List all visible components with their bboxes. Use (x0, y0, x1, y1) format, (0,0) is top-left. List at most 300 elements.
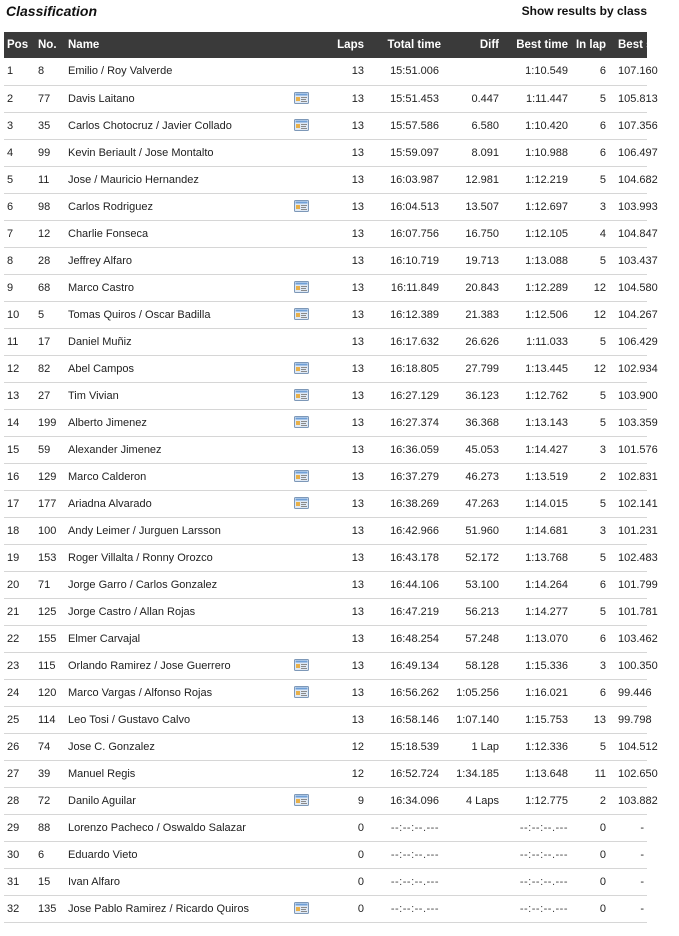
classification-table (4, 32, 679, 923)
column-header-no[interactable]: No. (38, 39, 57, 51)
cell-diff (443, 841, 501, 868)
column-header-name[interactable]: Name (68, 39, 100, 51)
cell-best-speed: 104.580 (618, 281, 658, 294)
cell-in-lap: 5 (599, 389, 606, 402)
cell-best-time: 1:13.070 (525, 632, 568, 645)
cell-best-time: 1:13.143 (525, 416, 568, 429)
cell-best-time: 1:15.753 (525, 713, 568, 726)
cell-total-time: 16:34.096 (390, 794, 439, 807)
table-row[interactable] (4, 787, 647, 814)
cell-in-lap: 3 (599, 443, 606, 456)
cell-in-lap: 3 (599, 200, 606, 213)
table-row[interactable] (4, 328, 647, 355)
cell-name: Alberto Jimenez (68, 416, 147, 429)
driver-info-icon[interactable] (294, 308, 309, 320)
cell-laps: 13 (351, 632, 364, 645)
cell-best-speed: - (640, 848, 644, 861)
table-row[interactable] (4, 733, 647, 760)
cell-diff: 46.273 (465, 470, 499, 483)
cell-best-time: --:--:--.--- (519, 902, 568, 915)
cell-diff (443, 868, 501, 895)
cell-in-lap: 5 (599, 497, 606, 510)
cell-no: 35 (38, 119, 51, 132)
cell-best-time: 1:13.088 (525, 254, 568, 267)
table-row[interactable] (4, 868, 647, 895)
cell-laps: 0 (357, 821, 364, 834)
cell-icon (292, 625, 326, 652)
driver-info-icon[interactable] (294, 659, 309, 671)
table-row[interactable] (4, 463, 647, 490)
cell-pos: 30 (7, 848, 20, 861)
cell-best-speed: 101.799 (618, 578, 658, 591)
table-row[interactable] (4, 895, 647, 922)
cell-pos: 21 (7, 605, 20, 618)
cell-laps: 13 (351, 227, 364, 240)
cell-laps: 13 (351, 578, 364, 591)
cell-name: Orlando Ramirez / Jose Guerrero (68, 659, 231, 672)
cell-name: Jose C. Gonzalez (68, 740, 155, 753)
driver-info-icon[interactable] (294, 470, 309, 482)
cell-best-speed: 102.934 (618, 362, 658, 375)
driver-info-icon[interactable] (294, 416, 309, 428)
cell-no: 12 (38, 227, 51, 240)
cell-laps: 13 (351, 497, 364, 510)
cell-diff: 47.263 (465, 497, 499, 510)
cell-in-lap: 5 (599, 335, 606, 348)
cell-pos: 23 (7, 659, 20, 672)
cell-best-time: 1:14.277 (525, 605, 568, 618)
cell-no: 8 (38, 65, 45, 78)
cell-pos: 18 (7, 524, 20, 537)
table-row[interactable] (4, 382, 647, 409)
cell-name: Jorge Garro / Carlos Gonzalez (68, 578, 218, 591)
cell-no: 15 (38, 875, 51, 888)
cell-total-time: 16:11.849 (390, 281, 439, 294)
cell-name: Emilio / Roy Valverde (68, 65, 173, 78)
column-header-in-lap[interactable]: In lap (575, 39, 606, 51)
cell-diff: 52.172 (465, 551, 499, 564)
cell-total-time: 16:17.632 (390, 335, 439, 348)
cell-laps: 0 (357, 848, 364, 861)
cell-laps: 13 (351, 173, 364, 186)
cell-diff: 26.626 (465, 335, 499, 348)
cell-in-lap: 6 (599, 119, 606, 132)
cell-name: Leo Tosi / Gustavo Calvo (68, 713, 191, 726)
column-header-total-time[interactable]: Total time (387, 39, 441, 51)
show-results-by-class-link[interactable]: Show results by class (521, 4, 647, 18)
cell-total-time: 16:37.279 (390, 470, 439, 483)
cell-total-time: 15:57.586 (390, 119, 439, 132)
cell-total-time: 16:03.987 (390, 173, 439, 186)
cell-best-speed: 104.682 (618, 173, 658, 186)
cell-in-lap: 0 (599, 821, 606, 834)
cell-icon (292, 166, 326, 193)
cell-best-speed: 99.798 (618, 713, 652, 726)
cell-best-time: 1:12.697 (525, 200, 568, 213)
cell-diff: 45.053 (465, 443, 499, 456)
cell-name: Manuel Regis (68, 767, 136, 780)
cell-name: Marco Vargas / Alfonso Rojas (68, 686, 213, 699)
cell-best-time: 1:14.681 (525, 524, 568, 537)
cell-icon (292, 382, 326, 409)
column-header-diff[interactable]: Diff (479, 39, 499, 51)
cell-name: Carlos Chotocruz / Javier Collado (68, 119, 232, 132)
cell-in-lap: 12 (593, 362, 606, 375)
table-row[interactable] (4, 544, 647, 571)
cell-no: 155 (38, 632, 57, 645)
cell-laps: 13 (351, 524, 364, 537)
cell-in-lap: 5 (599, 740, 606, 753)
cell-diff: 53.100 (465, 578, 499, 591)
cell-total-time: 15:51.006 (390, 65, 439, 78)
cell-total-time: --:--:--.--- (390, 848, 439, 861)
cell-best-speed: 107.160 (618, 65, 658, 78)
table-row[interactable] (4, 436, 647, 463)
cell-in-lap: 5 (599, 254, 606, 267)
cell-best-time: 1:10.988 (525, 146, 568, 159)
cell-best-speed: 104.847 (618, 227, 658, 240)
cell-best-speed: 102.483 (618, 551, 658, 564)
cell-total-time: 16:44.106 (390, 578, 439, 591)
cell-best-speed: 101.781 (618, 605, 658, 618)
table-row[interactable] (4, 355, 647, 382)
cell-total-time: 16:42.966 (390, 524, 439, 537)
cell-pos: 6 (7, 200, 14, 213)
cell-name: Marco Calderon (68, 470, 147, 483)
cell-best-time: 1:12.762 (525, 389, 568, 402)
table-row[interactable] (4, 652, 647, 679)
cell-laps: 13 (351, 686, 364, 699)
cell-total-time: 16:43.178 (390, 551, 439, 564)
cell-in-lap: 2 (599, 470, 606, 483)
cell-pos: 29 (7, 821, 20, 834)
table-row[interactable] (4, 58, 647, 85)
cell-diff: 1:34.185 (456, 767, 499, 780)
cell-icon (292, 760, 326, 787)
table-row[interactable] (4, 706, 647, 733)
cell-best-time: 1:12.336 (525, 740, 568, 753)
driver-info-icon[interactable] (294, 92, 309, 104)
column-header-best-time[interactable]: Best time (516, 39, 568, 51)
table-row[interactable] (4, 517, 647, 544)
table-row[interactable] (4, 274, 647, 301)
cell-name: Roger Villalta / Ronny Orozco (68, 551, 213, 564)
cell-laps: 13 (351, 362, 364, 375)
cell-in-lap: 6 (599, 65, 606, 78)
cell-icon (292, 490, 326, 517)
table-row[interactable] (4, 301, 647, 328)
table-row[interactable] (4, 85, 647, 112)
table-row[interactable] (4, 841, 647, 868)
cell-icon (292, 787, 326, 814)
cell-total-time: 16:27.374 (390, 416, 439, 429)
cell-total-time: 16:07.756 (390, 227, 439, 240)
page-title: Classification (6, 3, 98, 19)
driver-info-icon[interactable] (294, 794, 309, 806)
cell-in-lap: 5 (599, 416, 606, 429)
table-row[interactable] (4, 220, 647, 247)
cell-laps: 13 (351, 551, 364, 564)
cell-diff: 56.213 (465, 605, 499, 618)
cell-best-time: 1:14.264 (525, 578, 568, 591)
cell-best-time: 1:11.447 (525, 92, 568, 105)
cell-in-lap: 0 (599, 848, 606, 861)
cell-no: 199 (38, 416, 57, 429)
cell-laps: 0 (357, 902, 364, 915)
table-row[interactable] (4, 193, 647, 220)
cell-best-time: 1:12.289 (525, 281, 568, 294)
cell-diff (443, 895, 501, 922)
cell-icon (292, 247, 326, 274)
cell-icon (292, 679, 326, 706)
cell-total-time: 16:36.059 (390, 443, 439, 456)
cell-no: 100 (38, 524, 57, 537)
cell-pos: 27 (7, 767, 20, 780)
cell-pos: 5 (7, 173, 14, 186)
cell-name: Carlos Rodriguez (68, 200, 153, 213)
cell-name: Danilo Aguilar (68, 794, 136, 807)
cell-total-time: 15:59.097 (390, 146, 439, 159)
cell-best-speed: 106.429 (618, 335, 658, 348)
cell-icon (292, 706, 326, 733)
cell-icon (292, 733, 326, 760)
cell-no: 5 (38, 308, 45, 321)
table-row[interactable] (4, 490, 647, 517)
cell-best-speed: 101.231 (618, 524, 658, 537)
cell-icon (292, 841, 326, 868)
cell-icon (292, 301, 326, 328)
cell-icon (292, 517, 326, 544)
cell-in-lap: 3 (599, 524, 606, 537)
cell-total-time: 15:18.539 (390, 740, 439, 753)
cell-laps: 13 (351, 200, 364, 213)
cell-total-time: 16:12.389 (390, 308, 439, 321)
cell-name: Ivan Alfaro (68, 875, 120, 888)
cell-pos: 15 (7, 443, 20, 456)
cell-name: Lorenzo Pacheco / Oswaldo Salazar (68, 821, 246, 834)
cell-name: Jose / Mauricio Hernandez (68, 173, 199, 186)
column-header-laps[interactable]: Laps (337, 39, 364, 51)
cell-total-time: 16:48.254 (390, 632, 439, 645)
cell-pos: 16 (7, 470, 20, 483)
cell-best-time: 1:16.021 (525, 686, 568, 699)
table-row[interactable] (4, 112, 647, 139)
column-header-icon (292, 32, 326, 58)
cell-pos: 20 (7, 578, 20, 591)
cell-no: 114 (38, 713, 56, 726)
cell-best-speed: 101.576 (618, 443, 658, 456)
cell-diff (443, 58, 501, 85)
cell-no: 88 (38, 821, 51, 834)
driver-info-icon[interactable] (294, 119, 309, 131)
cell-laps: 13 (351, 605, 364, 618)
cell-laps: 13 (351, 308, 364, 321)
cell-icon (292, 895, 326, 922)
cell-icon (292, 436, 326, 463)
cell-diff: 16.750 (465, 227, 499, 240)
cell-diff: 20.843 (465, 281, 499, 294)
cell-name: Eduardo Vieto (68, 848, 138, 861)
cell-total-time: 16:56.262 (390, 686, 439, 699)
cell-no: 82 (38, 362, 51, 375)
cell-icon (292, 58, 326, 85)
cell-best-time: 1:10.420 (525, 119, 568, 132)
cell-diff: 1 Lap (471, 740, 499, 753)
cell-in-lap: 2 (599, 794, 606, 807)
column-header-best-speed[interactable]: Best speed (618, 39, 679, 51)
cell-no: 39 (38, 767, 51, 780)
cell-pos: 26 (7, 740, 20, 753)
cell-pos: 1 (7, 65, 14, 78)
cell-best-speed: 104.267 (618, 308, 658, 321)
cell-best-time: 1:13.445 (525, 362, 568, 375)
cell-best-time: --:--:--.--- (519, 875, 568, 888)
driver-info-icon[interactable] (294, 902, 309, 914)
cell-diff: 13.507 (465, 200, 499, 213)
driver-info-icon[interactable] (294, 389, 309, 401)
cell-in-lap: 6 (599, 686, 606, 699)
cell-best-speed: 107.356 (618, 119, 658, 132)
table-row[interactable] (4, 679, 647, 706)
cell-laps: 13 (351, 443, 364, 456)
cell-laps: 13 (351, 416, 364, 429)
cell-icon (292, 193, 326, 220)
cell-pos: 31 (7, 875, 20, 888)
cell-pos: 32 (7, 902, 20, 915)
cell-total-time: 15:51.453 (390, 92, 439, 105)
cell-diff: 51.960 (465, 524, 499, 537)
cell-total-time: --:--:--.--- (390, 902, 439, 915)
cell-name: Ariadna Alvarado (68, 497, 152, 510)
cell-name: Elmer Carvajal (68, 632, 141, 645)
cell-best-speed: 103.437 (618, 254, 658, 267)
table-row[interactable] (4, 166, 647, 193)
cell-best-speed: 102.141 (618, 497, 658, 510)
cell-best-speed: 103.462 (618, 632, 658, 645)
cell-best-speed: 100.350 (618, 659, 658, 672)
cell-best-speed: 105.813 (618, 92, 658, 105)
table-row[interactable] (4, 247, 647, 274)
driver-info-icon[interactable] (294, 497, 309, 509)
cell-name: Daniel Muñiz (68, 335, 132, 348)
cell-diff: 57.248 (465, 632, 499, 645)
table-header-row (4, 32, 647, 58)
cell-name: Jorge Castro / Allan Rojas (68, 605, 196, 618)
cell-laps: 0 (357, 875, 364, 888)
cell-total-time: 16:18.805 (390, 362, 439, 375)
cell-total-time: 16:47.219 (390, 605, 439, 618)
driver-info-icon[interactable] (294, 362, 309, 374)
driver-info-icon[interactable] (294, 281, 309, 293)
cell-best-time: 1:15.336 (525, 659, 568, 672)
cell-diff: 12.981 (465, 173, 499, 186)
cell-no: 71 (38, 578, 51, 591)
cell-in-lap: 6 (599, 146, 606, 159)
cell-in-lap: 12 (593, 281, 606, 294)
cell-best-speed: - (640, 821, 644, 834)
cell-diff: 4 Laps (465, 794, 499, 807)
cell-no: 59 (38, 443, 51, 456)
cell-laps: 9 (357, 794, 364, 807)
cell-best-time: 1:12.506 (525, 308, 568, 321)
cell-no: 11 (38, 173, 50, 186)
table-row[interactable] (4, 625, 647, 652)
cell-name: Tomas Quiros / Oscar Badilla (68, 308, 211, 321)
cell-total-time: 16:38.269 (390, 497, 439, 510)
cell-in-lap: 6 (599, 578, 606, 591)
cell-best-time: 1:13.768 (525, 551, 568, 564)
driver-info-icon[interactable] (294, 200, 309, 212)
table-row[interactable] (4, 139, 647, 166)
table-row[interactable] (4, 760, 647, 787)
table-row[interactable] (4, 814, 647, 841)
cell-total-time: 16:27.129 (390, 389, 439, 402)
cell-name: Andy Leimer / Jurguen Larsson (68, 524, 221, 537)
cell-name: Kevin Beriault / Jose Montalto (68, 146, 214, 159)
cell-diff: 0.447 (471, 92, 499, 105)
cell-in-lap: 3 (599, 659, 606, 672)
cell-no: 74 (38, 740, 51, 753)
cell-best-time: 1:13.519 (525, 470, 568, 483)
cell-icon (292, 274, 326, 301)
cell-best-speed: 102.650 (618, 767, 658, 780)
cell-pos: 11 (7, 335, 19, 348)
cell-diff: 21.383 (465, 308, 499, 321)
cell-laps: 13 (351, 254, 364, 267)
cell-laps: 13 (351, 713, 364, 726)
cell-diff: 8.091 (471, 146, 499, 159)
cell-in-lap: 0 (599, 902, 606, 915)
cell-best-speed: 102.831 (618, 470, 658, 483)
cell-no: 115 (38, 659, 56, 672)
cell-in-lap: 0 (599, 875, 606, 888)
cell-no: 120 (38, 686, 57, 699)
cell-pos: 7 (7, 227, 14, 240)
cell-laps: 13 (351, 335, 364, 348)
cell-icon (292, 328, 326, 355)
cell-pos: 4 (7, 146, 14, 159)
cell-in-lap: 5 (599, 605, 606, 618)
cell-no: 125 (38, 605, 57, 618)
driver-info-icon[interactable] (294, 686, 309, 698)
cell-in-lap: 11 (594, 767, 606, 780)
cell-total-time: --:--:--.--- (390, 821, 439, 834)
cell-laps: 12 (351, 740, 364, 753)
cell-pos: 8 (7, 254, 14, 267)
cell-best-speed: 104.512 (618, 740, 658, 753)
cell-total-time: 16:10.719 (390, 254, 439, 267)
cell-pos: 24 (7, 686, 20, 699)
cell-diff: 1:05.256 (456, 686, 499, 699)
cell-in-lap: 5 (599, 92, 606, 105)
cell-name: Davis Laitano (68, 92, 135, 105)
cell-name: Abel Campos (68, 362, 135, 375)
column-header-pos[interactable]: Pos (7, 39, 29, 51)
cell-pos: 13 (7, 389, 20, 402)
table-row[interactable] (4, 571, 647, 598)
cell-best-time: 1:12.775 (525, 794, 568, 807)
table-row[interactable] (4, 409, 647, 436)
cell-best-speed: - (640, 875, 644, 888)
cell-name: Charlie Fonseca (68, 227, 149, 240)
cell-icon (292, 139, 326, 166)
cell-diff: 36.123 (465, 389, 499, 402)
cell-total-time: --:--:--.--- (390, 875, 439, 888)
cell-laps: 13 (351, 389, 364, 402)
table-row[interactable] (4, 598, 647, 625)
cell-best-time: 1:12.219 (525, 173, 568, 186)
cell-laps: 13 (351, 281, 364, 294)
